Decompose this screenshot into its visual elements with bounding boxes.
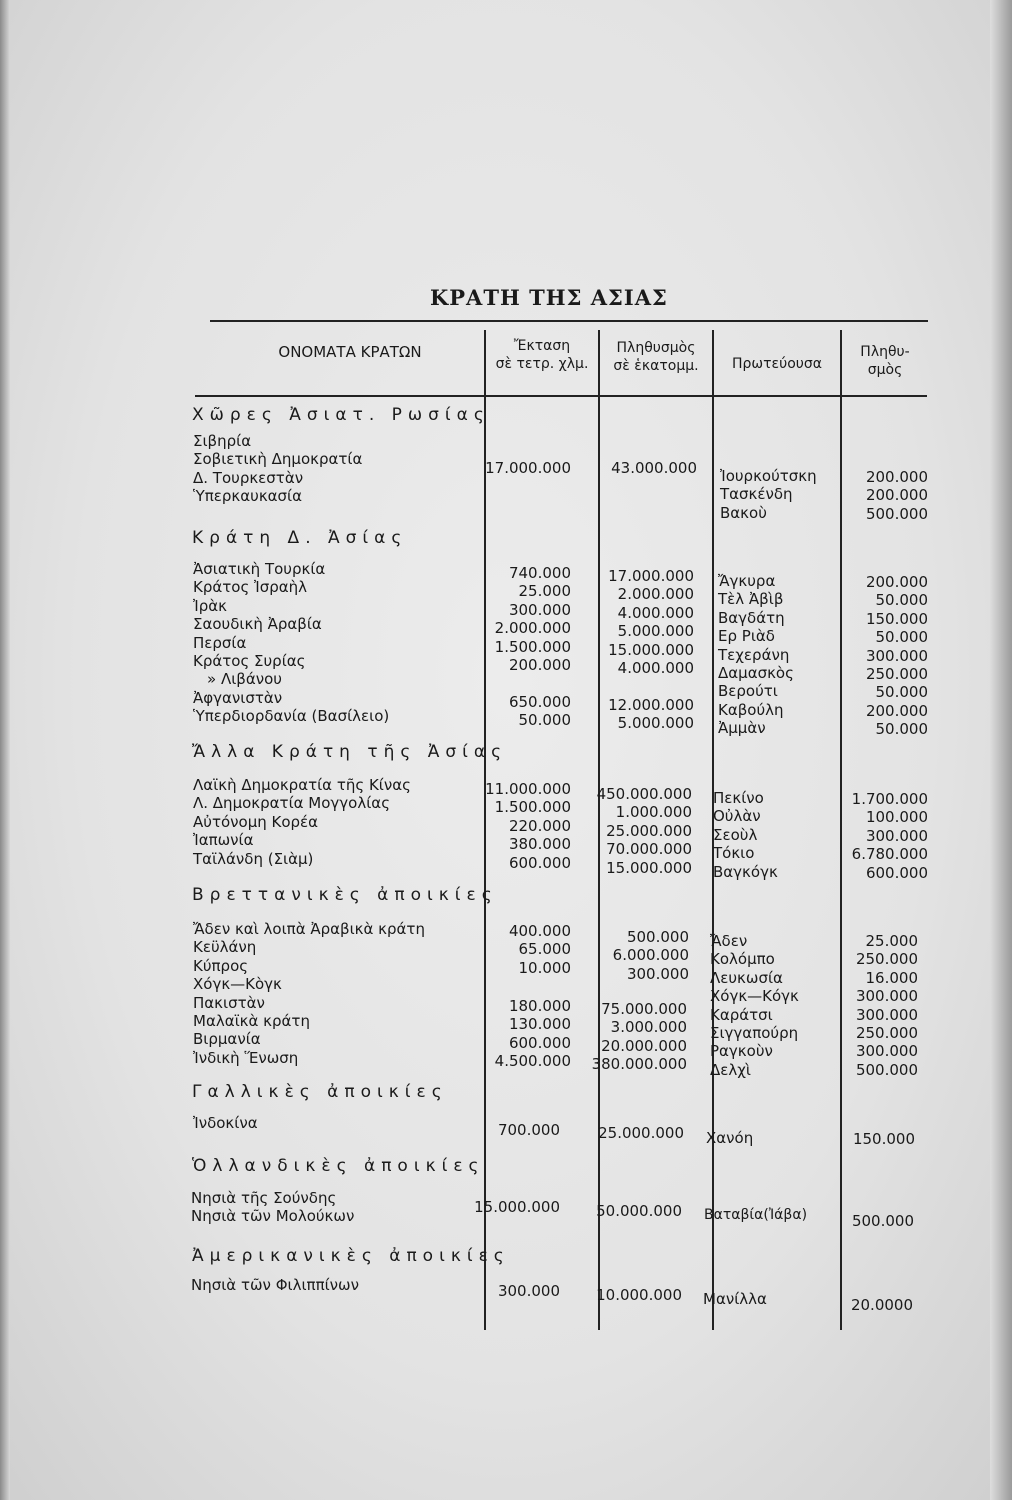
area-value: 1.500.000 xyxy=(494,637,571,656)
country-name: Πακιστὰν xyxy=(193,993,265,1012)
header-population-line1: Πληθυσμὸς xyxy=(616,340,696,356)
capital-population-list xyxy=(856,932,918,1079)
population-value: 43.000.000 xyxy=(611,459,697,477)
area-list xyxy=(495,997,571,1071)
capital-name: Βερούτι xyxy=(718,682,778,701)
capital-name: Ἰουρκούτσκη xyxy=(720,467,817,485)
area-value: 600.000 xyxy=(508,853,571,872)
area-list xyxy=(509,922,571,977)
capital-name: Καβούλη xyxy=(718,700,784,719)
population-value: 12.000.000 xyxy=(608,696,694,714)
capital-name: Τασκένδη xyxy=(720,485,793,504)
population-value: 15.000.000 xyxy=(608,640,694,659)
capital-population: 250.000 xyxy=(855,950,918,969)
area-value: 1.500.000 xyxy=(494,798,571,817)
population-value: 17.000.000 xyxy=(608,567,694,585)
capital-name: Βαταβία(Ἰάβα) xyxy=(704,1207,808,1223)
capital-name: Καράτσι xyxy=(710,1005,773,1024)
capital-name: Σιγγαπούρη xyxy=(710,1023,799,1042)
population-value: 6.000.000 xyxy=(612,946,689,965)
capital-name: Βαγκόγκ xyxy=(713,862,778,881)
header-population-line2: σὲ ἑκατομμ. xyxy=(613,358,699,375)
page-title: ΚΡΑΤΗ ΤΗΣ ΑΣΙΑΣ xyxy=(430,285,668,310)
population-value: 5.000.000 xyxy=(617,714,694,733)
capital-name: Βακοὺ xyxy=(720,503,767,522)
area-value: 2.000.000 xyxy=(494,619,571,638)
capital-name: Λευκωσία xyxy=(710,968,783,987)
country-name-list xyxy=(193,560,389,726)
capital-population: 200.000 xyxy=(865,573,928,591)
capital-name: Σεοὺλ xyxy=(713,825,758,844)
section-heading: Γαλλικὲς ἀποικίες xyxy=(192,1082,448,1102)
population-list xyxy=(597,785,692,877)
header-area xyxy=(486,338,598,375)
capital-name: Ἄδεν xyxy=(710,932,748,950)
country-name: Νησιὰ τῆς Σούνδης xyxy=(191,1189,337,1207)
country-name: Αὐτόνομη Κορέα xyxy=(193,812,319,831)
capital-population: 500.000 xyxy=(851,1212,914,1230)
country-name: Ὑπερδιορδανία (Βασίλειο) xyxy=(193,707,390,726)
capital-name: Μανίλλα xyxy=(703,1290,767,1308)
capital-name: Ραγκοὺν xyxy=(710,1042,773,1061)
capital-population: 150.000 xyxy=(865,609,928,628)
country-name: Ἰαπωνία xyxy=(193,831,254,850)
capital-name: Χανόη xyxy=(706,1129,754,1147)
capital-name: Δελχὶ xyxy=(710,1060,751,1079)
country-name: Λαϊκὴ Δημοκρατία τῆς Κίνας xyxy=(193,776,411,794)
country-name: Χόγκ—Κὸγκ xyxy=(193,975,282,994)
column-rule-4 xyxy=(840,330,842,1330)
country-name: Σαουδικὴ Ἀραβία xyxy=(193,615,322,634)
capital-population: 6.780.000 xyxy=(851,845,928,864)
header-top-rule xyxy=(210,320,928,322)
header-cappop-line1: Πληθυ- xyxy=(860,344,910,360)
population-value: 380.000.000 xyxy=(591,1055,687,1074)
capital-name: Βαγδάτη xyxy=(718,608,785,627)
capital-population: 100.000 xyxy=(865,808,928,827)
area-value: 400.000 xyxy=(508,922,571,940)
country-name-list xyxy=(191,1189,354,1226)
population-list xyxy=(608,696,694,733)
country-name: Νησιὰ τῶν Φιλιππίνων xyxy=(191,1276,359,1294)
country-name: Λ. Δημοκρατία Μογγολίας xyxy=(193,794,390,813)
section-heading: Ὁλλανδικὲς ἀποικίες xyxy=(192,1156,485,1176)
section-heading: Ἀμερικανικὲς ἀποικίες xyxy=(192,1246,510,1266)
capital-population: 250.000 xyxy=(865,664,928,683)
capital-name: Τὲλ Ἀβὶβ xyxy=(718,590,784,609)
section-heading: Χῶρες Ἀσιατ. Ρωσίας xyxy=(192,405,490,425)
page-edge-left xyxy=(0,0,10,1500)
area-value: 65.000 xyxy=(518,940,571,959)
population-value: 25.000.000 xyxy=(598,1124,684,1142)
capital-population: 150.000 xyxy=(852,1130,915,1148)
capital-population: 25.000 xyxy=(865,932,918,950)
capital-name: Χόγκ—Κόγκ xyxy=(710,987,799,1006)
population-value: 15.000.000 xyxy=(606,858,692,877)
section-heading: Κράτη Δ. Ἀσίας xyxy=(192,528,408,548)
country-name: Ὑπερκαυκασία xyxy=(193,487,303,506)
area-value: 180.000 xyxy=(508,997,571,1015)
capital-name: Δαμασκὸς xyxy=(718,663,794,682)
header-bottom-rule xyxy=(195,395,927,397)
country-name: Σοβιετικὴ Δημοκρατία xyxy=(193,450,363,469)
area-value: 600.000 xyxy=(508,1033,571,1052)
population-value: 4.000.000 xyxy=(617,603,694,622)
area-value: 300.000 xyxy=(497,1282,560,1300)
capital-name: Τόκιο xyxy=(713,844,755,863)
capital-population-list xyxy=(866,468,928,523)
header-cappop-line2: σμὸς xyxy=(867,362,903,379)
area-value: 220.000 xyxy=(508,816,571,835)
area-value: 380.000 xyxy=(508,835,571,854)
capital-population: 1.700.000 xyxy=(851,790,928,808)
area-value: 130.000 xyxy=(508,1015,571,1034)
population-value: 75.000.000 xyxy=(601,1000,687,1018)
country-name: Ἀφγανιστὰν xyxy=(193,688,283,707)
population-list xyxy=(613,928,689,983)
population-value: 70.000.000 xyxy=(606,840,692,859)
capital-population: 500.000 xyxy=(855,1060,918,1079)
capital-population: 200.000 xyxy=(865,701,928,720)
country-name: Μαλαϊκὰ κράτη xyxy=(193,1011,310,1030)
capital-population: 50.000 xyxy=(875,683,928,702)
capital-population: 200.000 xyxy=(865,486,928,505)
country-name: Ἀσιατικὴ Τουρκία xyxy=(193,560,326,578)
country-name: Βιρμανία xyxy=(193,1030,261,1049)
population-value: 300.000 xyxy=(626,964,689,983)
area-list xyxy=(485,780,571,872)
population-value: 4.000.000 xyxy=(617,658,694,677)
capital-population-list xyxy=(852,790,928,882)
section-heading: Ἄλλα Κράτη τῆς Ἀσίας xyxy=(192,742,508,762)
capital-population: 50.000 xyxy=(875,591,928,610)
header-capital: Πρωτεύουσα xyxy=(731,356,822,372)
capital-name: Οὐλὰν xyxy=(713,807,761,826)
population-value: 5.000.000 xyxy=(617,622,694,641)
capital-list xyxy=(720,467,817,522)
capital-population: 20.0000 xyxy=(850,1296,913,1314)
area-value: 25.000 xyxy=(518,582,571,601)
population-list xyxy=(608,567,694,677)
area-value: 200.000 xyxy=(508,655,571,674)
country-name: Κράτος Ἰσραὴλ xyxy=(193,578,308,597)
area-value: 11.000.000 xyxy=(485,780,571,798)
capital-population: 300.000 xyxy=(855,1042,918,1061)
country-name: Νησιὰ τῶν Μολούκων xyxy=(191,1207,355,1226)
country-name: Κεϋλάνη xyxy=(193,938,257,957)
area-list xyxy=(495,564,571,674)
capital-population: 200.000 xyxy=(865,468,928,486)
country-name: Σιβηρία xyxy=(193,432,252,450)
country-name: » Λιβάνου xyxy=(207,670,282,689)
population-value: 10.000.000 xyxy=(596,1286,682,1304)
capital-name: Κολόμπο xyxy=(710,950,775,969)
area-value: 50.000 xyxy=(518,711,571,730)
header-name: ΟΝΟΜΑΤΑ ΚΡΑΤΩΝ xyxy=(278,343,422,361)
header-population xyxy=(600,340,712,377)
capital-population: 16.000 xyxy=(865,968,918,987)
population-value: 3.000.000 xyxy=(610,1018,687,1037)
country-name: Ἰνδικὴ Ἕνωση xyxy=(193,1048,299,1067)
population-value: 1.000.000 xyxy=(615,803,692,822)
section-heading: Βρεττανικὲς ἀποικίες xyxy=(192,885,498,905)
area-value: 300.000 xyxy=(508,600,571,619)
capital-name: Πεκίνο xyxy=(713,789,764,807)
capital-population: 50.000 xyxy=(875,628,928,647)
area-value: 10.000 xyxy=(518,958,571,977)
area-value: 740.000 xyxy=(508,564,571,582)
page-edge-right xyxy=(990,0,1012,1500)
capital-name: Ἀμμὰν xyxy=(718,719,766,738)
capital-population-list xyxy=(866,573,928,739)
header-area-line1: Ἔκταση xyxy=(513,338,571,354)
area-list xyxy=(509,693,571,730)
population-value: 25.000.000 xyxy=(606,821,692,840)
area-value: 17.000.000 xyxy=(485,459,571,477)
capital-population: 300.000 xyxy=(855,987,918,1006)
capital-list xyxy=(710,932,799,1079)
capital-population: 300.000 xyxy=(855,1005,918,1024)
population-value: 2.000.000 xyxy=(617,585,694,604)
capital-list xyxy=(718,572,794,738)
country-name: Ἰρὰκ xyxy=(193,596,227,615)
population-value: 50.000.000 xyxy=(596,1202,682,1220)
area-value: 650.000 xyxy=(508,693,571,711)
capital-population: 600.000 xyxy=(865,863,928,882)
capital-population: 250.000 xyxy=(855,1023,918,1042)
country-name: Περσία xyxy=(193,633,247,652)
country-name-list xyxy=(193,776,411,868)
country-name: Κύπρος xyxy=(193,956,249,975)
country-name: Δ. Τουρκεστὰν xyxy=(193,468,304,487)
header-area-line2: σὲ τετρ. χλμ. xyxy=(495,356,589,373)
population-value: 500.000 xyxy=(626,928,689,946)
capital-population: 300.000 xyxy=(865,646,928,665)
capital-population: 50.000 xyxy=(875,720,928,739)
capital-population: 500.000 xyxy=(865,504,928,523)
header-capital-population xyxy=(842,344,928,381)
capital-name: Ερ Ριὰδ xyxy=(718,627,775,646)
capital-list xyxy=(713,789,778,881)
capital-name: Ἄγκυρα xyxy=(718,572,776,590)
population-value: 20.000.000 xyxy=(601,1036,687,1055)
area-value: 15.000.000 xyxy=(474,1198,560,1216)
capital-population: 300.000 xyxy=(865,826,928,845)
country-name: Ἄδεν καὶ λοιπὰ Ἀραβικὰ κράτη xyxy=(193,920,425,938)
country-name: Ἰνδοκίνα xyxy=(193,1114,258,1132)
area-value: 4.500.000 xyxy=(494,1052,571,1071)
population-list xyxy=(592,1000,687,1074)
country-name-list xyxy=(193,432,362,506)
country-name: Κράτος Συρίας xyxy=(193,651,306,670)
population-value: 450.000.000 xyxy=(596,785,692,803)
area-value: 700.000 xyxy=(497,1121,560,1139)
country-name-list xyxy=(193,920,425,1067)
capital-name: Τεχεράνη xyxy=(718,645,790,664)
country-name: Ταϊλάνδη (Σιὰμ) xyxy=(193,849,314,868)
